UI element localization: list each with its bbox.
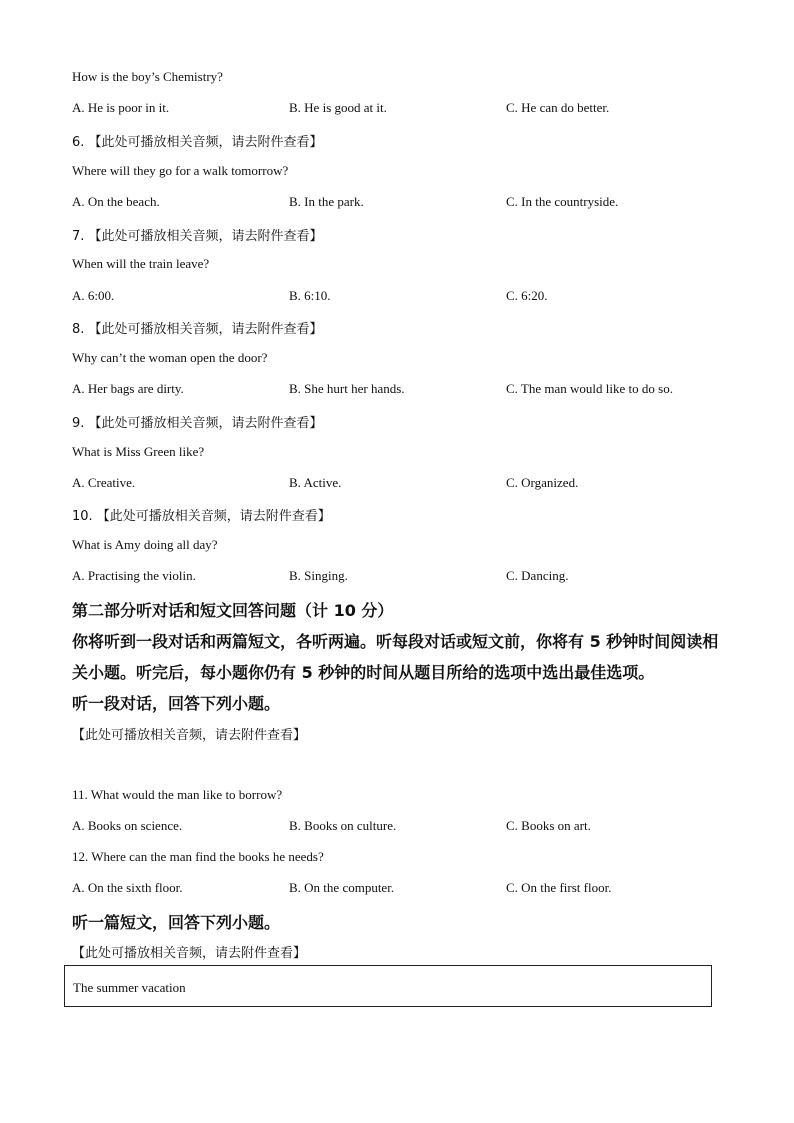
q6-audio-placeholder[interactable]: 6. 【此处可播放相关音频，请去附件查看】 xyxy=(72,135,323,150)
passage-audio-placeholder[interactable]: 【此处可播放相关音频，请去附件查看】 xyxy=(72,946,307,961)
q5-option-c: C. He can do better. xyxy=(506,100,610,115)
q6-option-a: A. On the beach. xyxy=(72,194,160,209)
q5-option-a: A. He is poor in it. xyxy=(72,100,170,115)
q7-option-c: C. 6:20. xyxy=(506,288,548,303)
q6-option-c: C. In the countryside. xyxy=(506,194,619,209)
q7-option-a: A. 6:00. xyxy=(72,288,115,303)
q5-option-b: B. He is good at it. xyxy=(289,100,387,115)
q9-question: What is Miss Green like? xyxy=(72,444,205,459)
q11-option-b: B. Books on culture. xyxy=(289,818,397,833)
q8-option-c: C. The man would like to do so. xyxy=(506,381,673,396)
q5-question: How is the boy’s Chemistry? xyxy=(72,69,223,84)
dialog-audio-placeholder[interactable]: 【此处可播放相关音频，请去附件查看】 xyxy=(72,728,307,743)
q10-audio-placeholder[interactable]: 10. 【此处可播放相关音频，请去附件查看】 xyxy=(72,509,331,524)
q10-option-b: B. Singing. xyxy=(289,568,348,583)
q10-option-c: C. Dancing. xyxy=(506,568,569,583)
q9-option-c: C. Organized. xyxy=(506,475,579,490)
q11-option-a: A. Books on science. xyxy=(72,818,183,833)
q8-audio-placeholder[interactable]: 8. 【此处可播放相关音频，请去附件查看】 xyxy=(72,322,323,337)
q12-option-c: C. On the first floor. xyxy=(506,880,612,895)
q8-option-b: B. She hurt her hands. xyxy=(289,381,405,396)
passage-table-title: The summer vacation xyxy=(73,980,186,995)
q7-question: When will the train leave? xyxy=(72,256,210,271)
part2-instructions-line2: 关小题。听完后，每小题你仍有 5 秒钟的时间从题目所给的选项中选出最佳选项。 xyxy=(72,663,655,682)
q6-question: Where will they go for a walk tomorrow? xyxy=(72,163,289,178)
q7-audio-placeholder[interactable]: 7. 【此处可播放相关音频，请去附件查看】 xyxy=(72,229,323,244)
q11-question: 11. What would the man like to borrow? xyxy=(72,787,283,802)
part2-heading: 第二部分听对话和短文回答问题（计 10 分） xyxy=(72,601,394,620)
q12-option-b: B. On the computer. xyxy=(289,880,395,895)
q6-option-b: B. In the park. xyxy=(289,194,364,209)
q12-option-a: A. On the sixth floor. xyxy=(72,880,183,895)
q11-option-c: C. Books on art. xyxy=(506,818,591,833)
q9-audio-placeholder[interactable]: 9. 【此处可播放相关音频，请去附件查看】 xyxy=(72,416,323,431)
passage-table xyxy=(64,965,712,1007)
part2-instructions-line1: 你将听到一段对话和两篇短文，各听两遍。听每段对话或短文前，你将有 5 秒钟时间阅读相 xyxy=(72,632,719,651)
q8-question: Why can’t the woman open the door? xyxy=(72,350,268,365)
q12-question: 12. Where can the man find the books he needs? xyxy=(72,849,324,864)
q8-option-a: A. Her bags are dirty. xyxy=(72,381,184,396)
passage-heading: 听一篇短文，回答下列小题。 xyxy=(72,913,281,932)
dialog-heading: 听一段对话，回答下列小题。 xyxy=(72,694,281,713)
q9-option-b: B. Active. xyxy=(289,475,342,490)
q10-option-a: A. Practising the violin. xyxy=(72,568,196,583)
q10-question: What is Amy doing all day? xyxy=(72,537,218,552)
q9-option-a: A. Creative. xyxy=(72,475,136,490)
q7-option-b: B. 6:10. xyxy=(289,288,331,303)
